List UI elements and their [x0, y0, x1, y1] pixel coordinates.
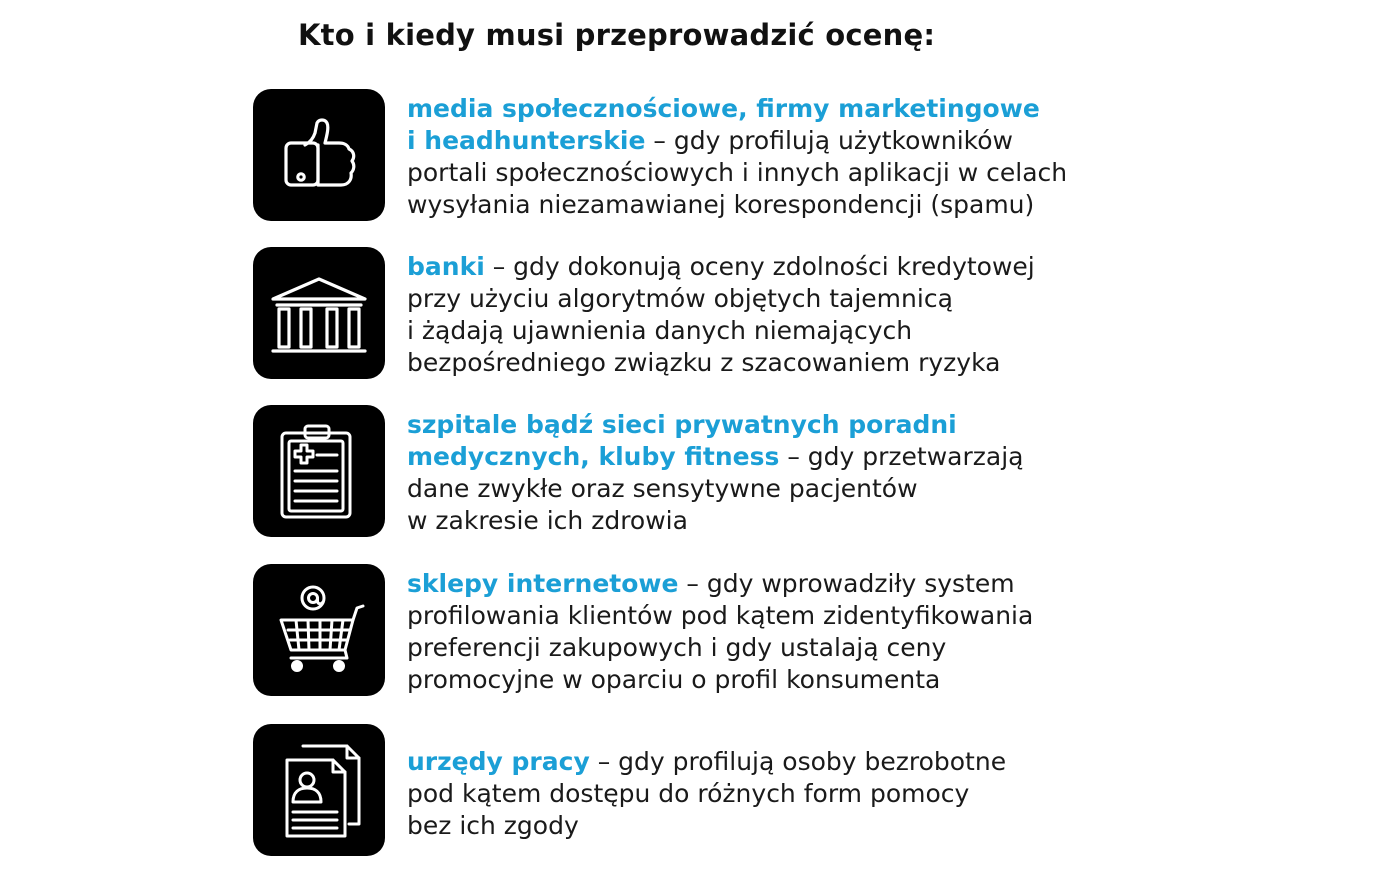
item-text: portali społecznościowych i innych aplikacji w celach	[407, 158, 1068, 187]
item-text: – gdy przetwarzają	[779, 442, 1024, 471]
item-description	[407, 409, 1167, 537]
item-text: – gdy profilują osoby bezrobotne	[589, 747, 1007, 776]
icon-tile	[253, 564, 385, 696]
item-highlight: banki	[407, 252, 485, 281]
icon-tile	[253, 405, 385, 537]
item-text: dane zwykłe oraz sensytywne pacjentów	[407, 474, 918, 503]
medical-clipboard-icon	[253, 405, 385, 537]
item-text: – gdy dokonują oceny zdolności kredytowej	[484, 252, 1035, 281]
item-text: promocyjne w oparciu o profil konsumenta	[407, 665, 941, 694]
item-highlight: media społecznościowe, firmy marketingowe	[407, 94, 1040, 123]
item-text: i żądają ujawnienia danych niemających	[407, 316, 913, 345]
item-description	[407, 251, 1167, 379]
icon-tile	[253, 89, 385, 221]
item-text: wysyłania niezamawianej korespondencji (spamu)	[407, 190, 1035, 219]
item-description	[407, 746, 1167, 842]
item-highlight: urzędy pracy	[407, 747, 590, 776]
item-text: bez ich zgody	[407, 811, 579, 840]
item-highlight: szpitale bądź sieci prywatnych poradni	[407, 410, 957, 439]
icon-tile	[253, 247, 385, 379]
list-item-banks	[253, 247, 1253, 379]
item-description	[407, 93, 1167, 221]
page-title: Kto i kiedy musi przeprowadzić ocenę:	[298, 18, 936, 52]
shopping-cart-at-icon	[253, 564, 385, 696]
list-item-labor-offices	[253, 724, 1253, 856]
item-text: pod kątem dostępu do różnych form pomocy	[407, 779, 970, 808]
item-text: preferencji zakupowych i gdy ustalają ceny	[407, 633, 947, 662]
item-highlight: sklepy internetowe	[407, 569, 679, 598]
list-item-social-media	[253, 89, 1253, 221]
item-text: – gdy wprowadziły system	[678, 569, 1015, 598]
item-text: przy użyciu algorytmów objętych tajemnicą	[407, 284, 953, 313]
item-text: w zakresie ich zdrowia	[407, 506, 688, 535]
item-highlight: i headhunterskie	[407, 126, 646, 155]
item-description	[407, 568, 1167, 696]
list-item-hospitals	[253, 405, 1253, 537]
thumbs-up-phone-icon	[253, 89, 385, 221]
item-text: – gdy profilują użytkowników	[645, 126, 1013, 155]
item-text: profilowania klientów pod kątem zidentyfikowania	[407, 601, 1034, 630]
resume-documents-icon	[253, 724, 385, 856]
list-item-online-shops	[253, 564, 1253, 696]
item-highlight: medycznych, kluby fitness	[407, 442, 780, 471]
item-text: bezpośredniego związku z szacowaniem ryzyka	[407, 348, 1001, 377]
icon-tile	[253, 724, 385, 856]
bank-building-icon	[253, 247, 385, 379]
